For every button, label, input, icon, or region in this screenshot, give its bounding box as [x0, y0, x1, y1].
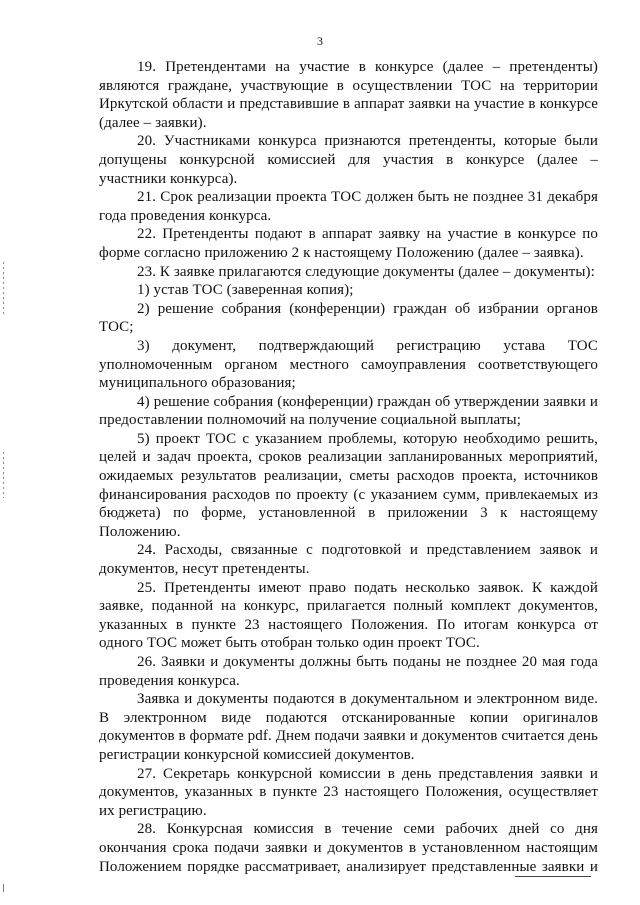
footer-rule: [515, 876, 591, 877]
paragraph-27: 27. Секретарь конкурсной комиссии в день представления заявки и документов, указанных в пункте 23 настоящего Положения, осуществляет их регистрацию.: [99, 765, 598, 819]
paragraph-19: 19. Претендентами на участие в конкурсе (далее – претенденты) являются граждане, участвующие в осуществлении ТОС на территории Иркутской области и представившие в аппарат заявки на участие в конкурсе (далее – заявки).: [99, 59, 598, 131]
list-item-1: 1) устав ТОС (заверенная копия);: [137, 282, 354, 299]
paragraph-22: 22. Претенденты подают в аппарат заявку на участие в конкурсе по форме согласно приложению 2 к настоящему Положению (далее – заявка).: [99, 226, 598, 261]
paragraph-25: 25. Претенденты имеют право подать несколько заявок. К каждой заявке, поданной на конкурс, прилагается полный комплект документов, указанных в пункте 23 настоящего Положения. По итогам конкурса от одного ТОС может быть отобран только один проект ТОС.: [99, 579, 598, 652]
paragraph-21: 21. Срок реализации проекта ТОС должен быть не позднее 31 декабря года проведения конкурса.: [99, 189, 598, 224]
paragraph-26: 26. Заявки и документы должны быть поданы не позднее 20 мая года проведения конкурса.: [99, 654, 598, 689]
scan-corner-mark: [3, 884, 4, 892]
scan-margin-marks-bottom: [3, 452, 4, 498]
list-item-4: 4) решение собрания (конференции) граждан об утверждении заявки и предоставлении полномочий на получение социальной выплаты;: [99, 393, 598, 429]
paragraph-24: 24. Расходы, связанные с подготовкой и представлением заявок и документов, несут претенденты.: [99, 542, 598, 578]
paragraph-20: 20. Участниками конкурса признаются претенденты, которые были допущены конкурсной комиссией для участия в конкурсе (далее – участники конкурса).: [99, 133, 598, 187]
paragraph-23: 23. К заявке прилагаются следующие документы (далее – документы):: [137, 263, 595, 280]
list-item-5: 5) проект ТОС с указанием проблемы, которую необходимо решить, целей и задач проекта, сроков реализации запланированных мероприятий, ожидаемых результатов реализации, сметы расходов проекта, источников финансирования расходов по проекту (с указанием сумм, привлекаемых из бюджета) по форме, установленной в приложении 3 к настоящему Положению.: [99, 430, 598, 540]
paragraph-26-continuation: Заявка и документы подаются в документальном и электронном виде. В электронном виде подаются отсканированные копии оригиналов документов в формате pdf. Днем подачи заявки и документов считается день регистрации конкурсной комиссией документов.: [99, 691, 598, 763]
list-item-2: 2) решение собрания (конференции) граждан об избрании органов ТОС;: [99, 300, 598, 336]
list-item-3: 3) документ, подтверждающий регистрацию устава ТОС уполномоченным органом местного самоуправления соответствующего муниципального образования;: [99, 337, 598, 392]
paragraph-28: 28. Конкурсная комиссия в течение семи рабочих дней со дня окончания срока подачи заявки и документов в установленном настоящим Положением порядке рассматривает, анализирует представленные заявки и: [99, 821, 598, 875]
document-body: [99, 58, 598, 876]
scan-margin-marks-top: [3, 262, 4, 314]
page-number: 3: [317, 34, 323, 48]
